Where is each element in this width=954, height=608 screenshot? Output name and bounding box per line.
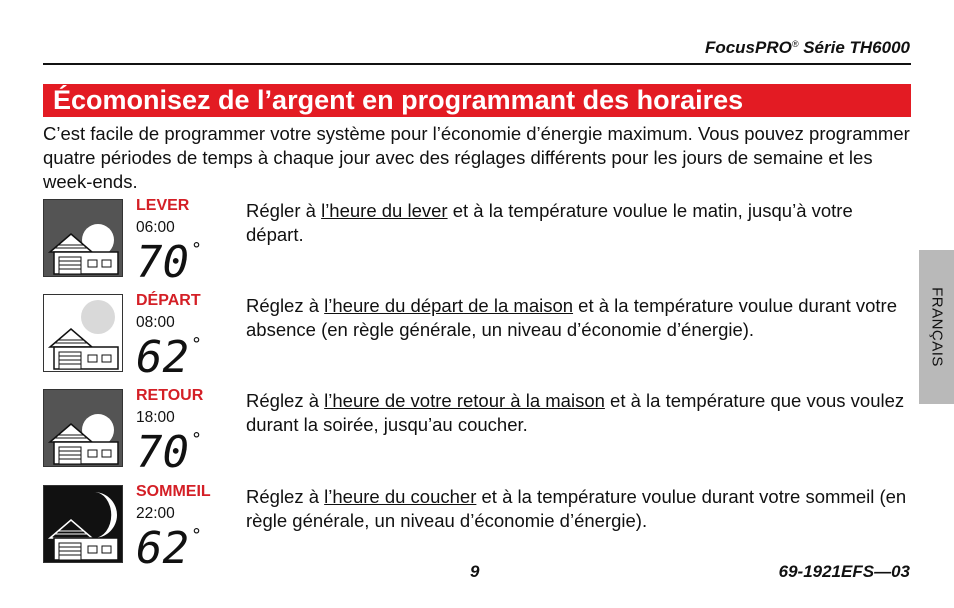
setting-link: l’heure du lever bbox=[321, 200, 448, 221]
temperature-digits bbox=[136, 336, 206, 376]
svg-text:°: ° bbox=[192, 527, 201, 546]
period-time: 18:00 bbox=[136, 409, 175, 426]
svg-text:62: 62 bbox=[136, 336, 189, 376]
night-house-icon bbox=[43, 485, 123, 563]
section-banner: Écomonisez de l’argent en programmant des horaires bbox=[43, 84, 911, 117]
language-tab bbox=[919, 250, 954, 404]
temperature-display bbox=[136, 336, 206, 381]
period-name: DÉPART bbox=[136, 292, 201, 309]
period-description: Réglez à l’heure du coucher et à la température voulue durant votre sommeil (en règle générale, un niveau d’économie d’énergie). bbox=[246, 486, 907, 531]
svg-text:70: 70 bbox=[136, 241, 189, 281]
period-row-lever bbox=[43, 199, 913, 279]
temperature-display bbox=[136, 431, 206, 476]
evening-house-icon bbox=[43, 389, 123, 467]
temperature-digits bbox=[136, 431, 206, 471]
registered-mark: ® bbox=[791, 39, 799, 49]
setting-link: l’heure du départ de la maison bbox=[324, 295, 574, 316]
svg-text:70: 70 bbox=[136, 431, 189, 471]
daytime-house-icon bbox=[43, 294, 123, 372]
period-time: 08:00 bbox=[136, 314, 175, 331]
intro-paragraph: C’est facile de programmer votre système pour l’économie d’énergie maximum. Vous pouvez programmer quatre périodes de temps à chaque jour avec des réglages différents pour les jours de semaine et les week-ends. bbox=[43, 123, 910, 192]
period-time: 06:00 bbox=[136, 219, 175, 236]
document-code: 69-1921EFS—03 bbox=[778, 562, 910, 581]
morning-house-icon bbox=[43, 199, 123, 277]
period-row-depart bbox=[43, 294, 913, 374]
temperature-digits bbox=[136, 527, 206, 567]
svg-text:62: 62 bbox=[136, 527, 189, 567]
period-description: Réglez à l’heure de votre retour à la maison et à la température que vous voulez durant la soirée, jusqu’au coucher. bbox=[246, 390, 905, 435]
page-number: 9 bbox=[470, 562, 480, 581]
period-description: Régler à l’heure du lever et à la température voulue le matin, jusqu’à votre départ. bbox=[246, 200, 853, 245]
period-row-retour bbox=[43, 389, 913, 469]
period-name: SOMMEIL bbox=[136, 483, 211, 500]
series-name: Série TH6000 bbox=[798, 38, 910, 57]
svg-text:°: ° bbox=[192, 336, 201, 355]
temperature-display bbox=[136, 241, 206, 286]
temperature-digits bbox=[136, 241, 206, 281]
period-time: 22:00 bbox=[136, 505, 175, 522]
setting-link: l’heure de votre retour à la maison bbox=[324, 390, 605, 411]
language-tab-label: FRANÇAIS bbox=[928, 287, 945, 367]
svg-text:°: ° bbox=[192, 431, 201, 450]
brand-name: FocusPRO bbox=[704, 38, 792, 57]
period-description: Réglez à l’heure du départ de la maison et à la température voulue durant votre absence (en règle générale, un niveau d’économie d’énergie). bbox=[246, 295, 897, 340]
period-name: LEVER bbox=[136, 197, 190, 214]
svg-text:°: ° bbox=[192, 241, 201, 260]
header-rule bbox=[43, 63, 911, 65]
temperature-display bbox=[136, 527, 206, 572]
document-header bbox=[705, 38, 910, 58]
period-name: RETOUR bbox=[136, 387, 204, 404]
period-row-sommeil bbox=[43, 485, 913, 565]
setting-link: l’heure du coucher bbox=[324, 486, 477, 507]
